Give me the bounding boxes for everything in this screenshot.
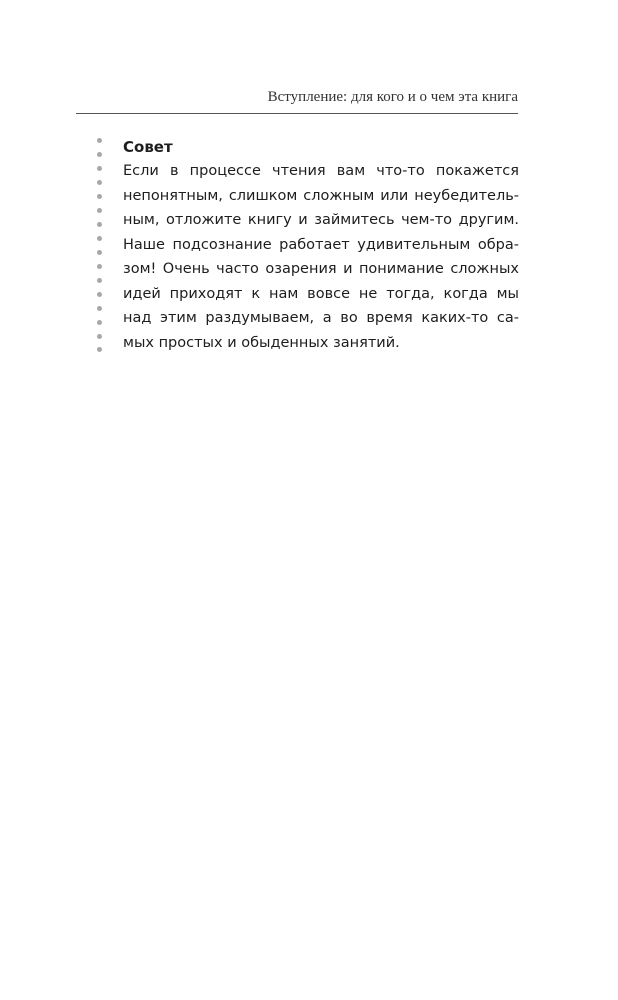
marker-dot <box>97 264 102 269</box>
marker-dot <box>97 347 102 352</box>
tip-text-line: Наше подсознание работает удивительным обра- <box>123 236 519 253</box>
marker-dot <box>97 152 102 157</box>
running-header: Вступление: для кого и о чем эта книга <box>267 89 518 105</box>
marker-dot <box>97 278 102 283</box>
tip-box <box>123 135 519 355</box>
tip-dotted-marker <box>96 138 104 352</box>
marker-dot <box>97 250 102 255</box>
marker-dot <box>97 138 102 143</box>
marker-dot <box>97 166 102 171</box>
marker-dot <box>97 180 102 185</box>
marker-dot <box>97 320 102 325</box>
header-rule <box>76 113 518 114</box>
tip-text-line: непонятным, слишком сложным или неубедитель- <box>123 187 519 204</box>
tip-text-line: мых простых и обыденных занятий. <box>123 334 400 351</box>
tip-text-line: зом! Очень часто озарения и понимание сложных <box>123 261 519 277</box>
marker-dot <box>97 222 102 227</box>
marker-dot <box>97 194 102 199</box>
marker-dot <box>97 292 102 297</box>
marker-dot <box>97 306 102 311</box>
tip-text-line: над этим раздумываем, а во время каких-то са- <box>123 310 519 326</box>
marker-dot <box>97 208 102 213</box>
tip-text-line: идей приходят к нам вовсе не тогда, когда мы <box>123 285 519 302</box>
tip-title: Совет <box>123 138 173 156</box>
marker-dot <box>97 236 102 241</box>
tip-text-line: Если в процессе чтения вам что-то покажется <box>123 163 519 179</box>
marker-dot <box>97 334 102 339</box>
tip-text-line: ным, отложите книгу и займитесь чем-то другим. <box>123 212 519 228</box>
